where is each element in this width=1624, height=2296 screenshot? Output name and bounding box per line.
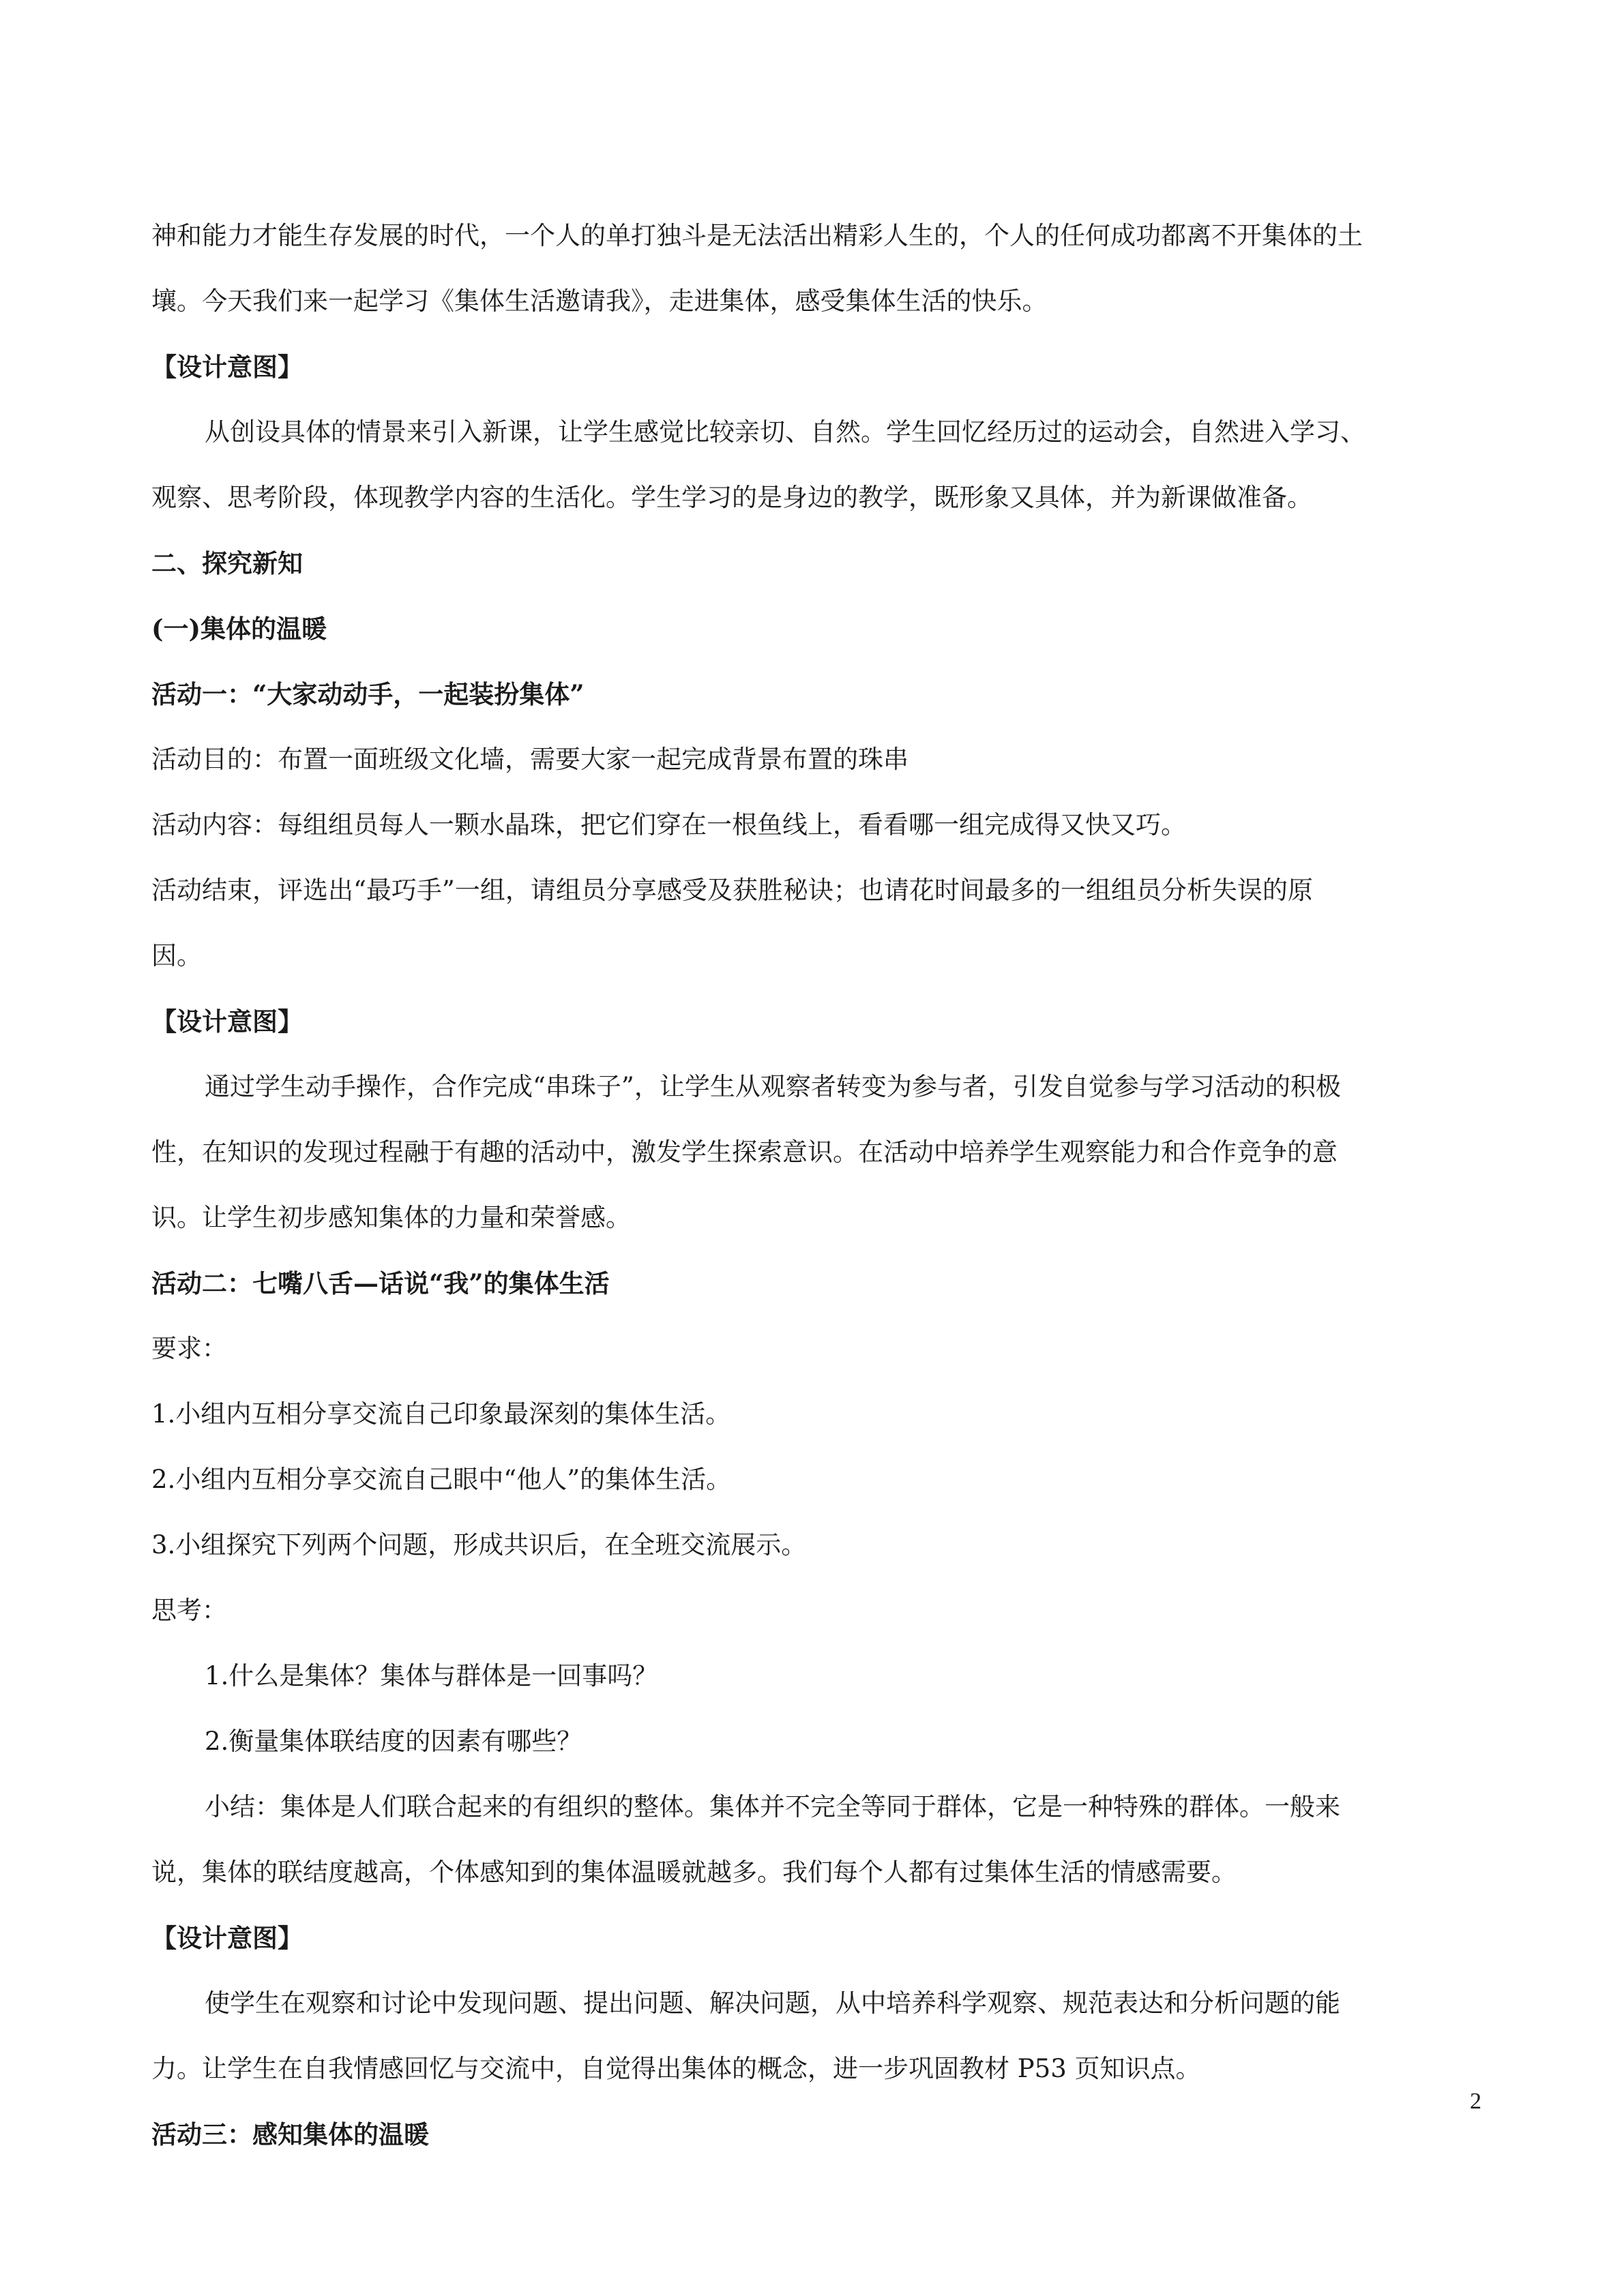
paragraph-line: 思考： [151, 1596, 227, 1625]
list-item: 2.小组内互相分享交流自己眼中“他人”的集体生活。 [151, 1465, 732, 1494]
paragraph-line: 观察、思考阶段，体现教学内容的生活化。学生学习的是身边的教学，既形象又具体，并为新课做准备。 [151, 483, 1312, 512]
activity-heading: 活动三：感知集体的温暖 [151, 2119, 429, 2149]
design-intent-heading: 【设计意图】 [151, 1007, 303, 1037]
design-intent-heading: 【设计意图】 [151, 1923, 303, 1953]
paragraph-line: 活动内容：每组组员每人一颗水晶珠，把它们穿在一根鱼线上，看看哪一组完成得又快又巧。 [151, 810, 1186, 839]
design-intent-heading: 【设计意图】 [151, 352, 303, 382]
list-item: 1.什么是集体？集体与群体是一回事吗？ [205, 1661, 658, 1690]
paragraph-line: 力。让学生在自我情感回忆与交流中，自觉得出集体的概念，进一步巩固教材 P53 页知识点。 [151, 2054, 1201, 2083]
paragraph-line: 要求： [151, 1334, 227, 1363]
paragraph-line: 使学生在观察和讨论中发现问题、提出问题、解决问题，从中培养科学观察、规范表达和分析问题的能 [205, 1988, 1340, 2018]
document-body [151, 203, 1475, 2167]
paragraph-line: 壤。今天我们来一起学习《集体生活邀请我》，走进集体，感受集体生活的快乐。 [151, 286, 1048, 316]
paragraph-line: 活动目的：布置一面班级文化墙，需要大家一起完成背景布置的珠串 [151, 745, 909, 774]
list-item: 2.衡量集体联结度的因素有哪些？ [205, 1727, 582, 1756]
list-item: 1.小组内互相分享交流自己印象最深刻的集体生活。 [151, 1399, 731, 1429]
paragraph-line: 活动结束，评选出“最巧手”一组，请组员分享感受及获胜秘诀；也请花时间最多的一组组员分析失误的原 [151, 876, 1313, 905]
paragraph-line: 小结：集体是人们联合起来的有组织的整体。集体并不完全等同于群体，它是一种特殊的群体。一般来 [205, 1792, 1340, 1821]
section-heading: 二、探究新知 [151, 548, 303, 578]
activity-heading: 活动二：七嘴八舌—话说“我”的集体生活 [151, 1268, 610, 1298]
paragraph-line: 因。 [151, 941, 202, 970]
page-number: 2 [1470, 2089, 1481, 2114]
paragraph-line: 性，在知识的发现过程融于有趣的活动中，激发学生探索意识。在活动中培养学生观察能力和合作竞争的意 [151, 1137, 1338, 1167]
paragraph-line: 说，集体的联结度越高，个体感知到的集体温暖就越多。我们每个人都有过集体生活的情感需要。 [151, 1858, 1237, 1887]
paragraph-line: 神和能力才能生存发展的时代，一个人的单打独斗是无法活出精彩人生的，个人的任何成功都离不开集体的土 [151, 221, 1363, 250]
list-item: 3.小组探究下列两个问题，形成共识后，在全班交流展示。 [151, 1530, 807, 1560]
paragraph-line: 从创设具体的情景来引入新课，让学生感觉比较亲切、自然。学生回忆经历过的运动会，自然进入学习、 [205, 417, 1365, 447]
subsection-heading: (一)集体的温暖 [151, 614, 327, 644]
activity-heading: 活动一：“大家动动手，一起装扮集体” [151, 679, 585, 709]
paragraph-line: 通过学生动手操作，合作完成“串珠子”，让学生从观察者转变为参与者，引发自觉参与学习活动的积极 [205, 1072, 1341, 1101]
paragraph-line: 识。让学生初步感知集体的力量和荣誉感。 [151, 1203, 631, 1232]
